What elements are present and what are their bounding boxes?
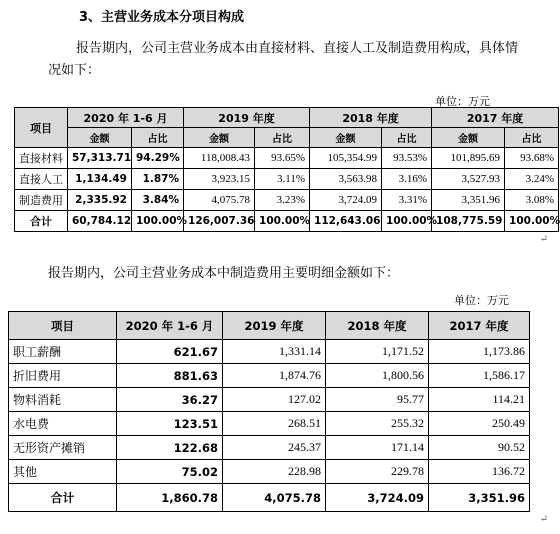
- value-cell: 108,775.59: [432, 211, 505, 232]
- total-label: 合计: [9, 484, 117, 512]
- value-cell: 112,643.06: [310, 211, 382, 232]
- value-cell: 1,874.76: [223, 364, 326, 388]
- value-cell: 95.77: [326, 388, 429, 412]
- value-cell: 105,354.99: [310, 148, 382, 169]
- value-cell: 100.00%: [382, 211, 432, 232]
- value-cell: 3.16%: [382, 169, 432, 190]
- value-cell: 1,800.56: [326, 364, 429, 388]
- value-cell: 122.68: [117, 436, 223, 460]
- value-cell: 3,527.93: [432, 169, 505, 190]
- header-ratio: 占比: [382, 128, 432, 148]
- row-label: 制造费用: [15, 190, 68, 211]
- intro-paragraph: 报告期内，公司主营业务成本由直接材料、直接人工及制造费用构成，具体情况如下：: [48, 41, 519, 78]
- value-cell: 101,895.69: [432, 148, 505, 169]
- header-period: 2018 年度: [310, 108, 432, 128]
- header-ratio: 占比: [255, 128, 310, 148]
- header-period: 2020 年 1-6 月: [68, 108, 184, 128]
- value-cell: 1,586.17: [429, 364, 530, 388]
- detail-paragraph: 报告期内，公司主营业务成本中制造费用主要明细金额如下：: [48, 266, 400, 281]
- value-cell: 118,008.43: [184, 148, 255, 169]
- header-amount: 金额: [310, 128, 382, 148]
- value-cell: 3.23%: [255, 190, 310, 211]
- row-label: 水电费: [9, 412, 117, 436]
- value-cell: 1,134.49: [68, 169, 132, 190]
- total-row: [15, 211, 559, 232]
- value-cell: 229.78: [326, 460, 429, 484]
- table-row: [15, 148, 559, 169]
- header-amount: 金额: [68, 128, 132, 148]
- row-label: 折旧费用: [9, 364, 117, 388]
- unit-label: 单位：万元: [435, 95, 490, 108]
- header-item: 项目: [15, 108, 68, 148]
- header-period: 2018 年度: [326, 312, 429, 340]
- value-cell: 1,171.52: [326, 340, 429, 364]
- value-cell: 93.65%: [255, 148, 310, 169]
- value-cell: 3,351.96: [429, 484, 530, 512]
- value-cell: 36.27: [117, 388, 223, 412]
- value-cell: 621.67: [117, 340, 223, 364]
- table-row: [9, 436, 530, 460]
- header-period: 2019 年度: [184, 108, 310, 128]
- value-cell: 4,075.78: [223, 484, 326, 512]
- value-cell: 3.84%: [132, 190, 184, 211]
- value-cell: 3,351.96: [432, 190, 505, 211]
- value-cell: 2,335.92: [68, 190, 132, 211]
- value-cell: 3,724.09: [310, 190, 382, 211]
- value-cell: 93.68%: [505, 148, 559, 169]
- header-ratio: 占比: [132, 128, 184, 148]
- value-cell: 1,860.78: [117, 484, 223, 512]
- manufacturing-expense-table: [8, 311, 530, 512]
- row-label: 直接人工: [15, 169, 68, 190]
- row-label: 物料消耗: [9, 388, 117, 412]
- cost-composition-table: [14, 107, 559, 232]
- total-row: [9, 484, 530, 512]
- value-cell: 126,007.36: [184, 211, 255, 232]
- header-period: 2020 年 1-6 月: [117, 312, 223, 340]
- value-cell: 1,331.14: [223, 340, 326, 364]
- value-cell: 4,075.78: [184, 190, 255, 211]
- header-ratio: 占比: [505, 128, 559, 148]
- value-cell: 136.72: [429, 460, 530, 484]
- table-row: [9, 388, 530, 412]
- value-cell: 250.49: [429, 412, 530, 436]
- value-cell: 881.63: [117, 364, 223, 388]
- table-row: [9, 364, 530, 388]
- value-cell: 255.32: [326, 412, 429, 436]
- value-cell: 3.11%: [255, 169, 310, 190]
- row-label: 直接材料: [15, 148, 68, 169]
- row-label: 无形资产摊销: [9, 436, 117, 460]
- table-row: [9, 412, 530, 436]
- header-period: 2017 年度: [432, 108, 559, 128]
- value-cell: 1,173.86: [429, 340, 530, 364]
- value-cell: 100.00%: [132, 211, 184, 232]
- section-heading: 3、主营业务成本分项目构成: [79, 10, 245, 25]
- paragraph-return-mark: ↵: [539, 234, 548, 245]
- header-period: 2019 年度: [223, 312, 326, 340]
- value-cell: 3.31%: [382, 190, 432, 211]
- value-cell: 171.14: [326, 436, 429, 460]
- value-cell: 94.29%: [132, 148, 184, 169]
- row-label: 职工薪酬: [9, 340, 117, 364]
- header-amount: 金额: [432, 128, 505, 148]
- value-cell: 3,563.98: [310, 169, 382, 190]
- value-cell: 75.02: [117, 460, 223, 484]
- value-cell: 3.24%: [505, 169, 559, 190]
- value-cell: 3,923.15: [184, 169, 255, 190]
- header-item: 项目: [9, 312, 117, 340]
- value-cell: 114.21: [429, 388, 530, 412]
- value-cell: 93.53%: [382, 148, 432, 169]
- header-amount: 金额: [184, 128, 255, 148]
- value-cell: 57,313.71: [68, 148, 132, 169]
- row-label: 其他: [9, 460, 117, 484]
- unit-label: 单位：万元: [454, 294, 509, 307]
- value-cell: 90.52: [429, 436, 530, 460]
- table-row: [9, 460, 530, 484]
- value-cell: 228.98: [223, 460, 326, 484]
- value-cell: 100.00%: [505, 211, 559, 232]
- value-cell: 3.08%: [505, 190, 559, 211]
- value-cell: 127.02: [223, 388, 326, 412]
- value-cell: 268.51: [223, 412, 326, 436]
- header-period: 2017 年度: [429, 312, 530, 340]
- value-cell: 123.51: [117, 412, 223, 436]
- value-cell: 3,724.09: [326, 484, 429, 512]
- table-row: [15, 190, 559, 211]
- table-row: [9, 340, 530, 364]
- value-cell: 60,784.12: [68, 211, 132, 232]
- paragraph-return-mark: ↵: [539, 514, 548, 525]
- value-cell: 1.87%: [132, 169, 184, 190]
- value-cell: 100.00%: [255, 211, 310, 232]
- value-cell: 245.37: [223, 436, 326, 460]
- total-label: 合计: [15, 211, 68, 232]
- table-row: [15, 169, 559, 190]
